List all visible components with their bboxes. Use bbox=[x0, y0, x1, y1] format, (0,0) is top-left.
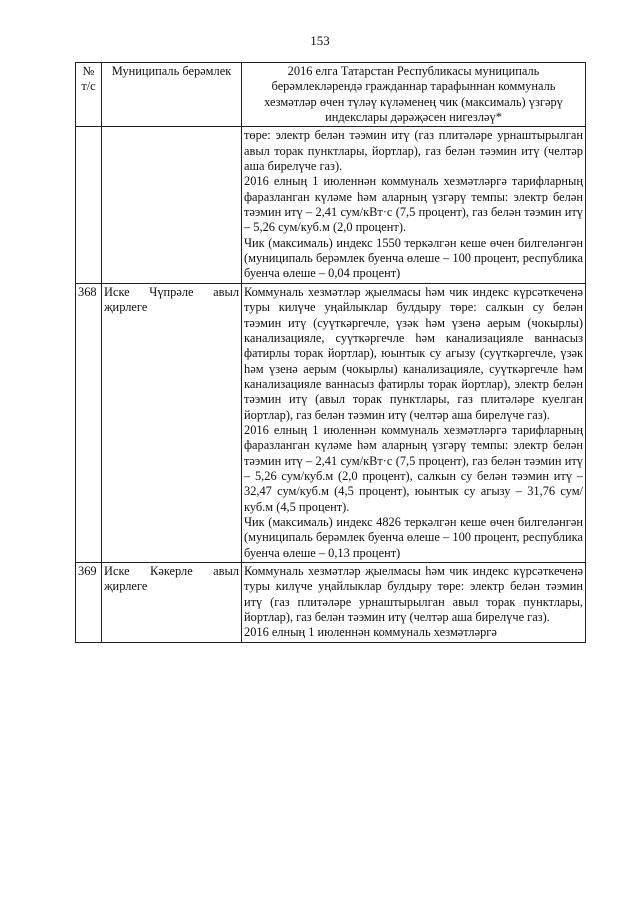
paragraph: төре: электр белән тәэмин итү (газ плитәләре урнаштырылган авыл торак пунктлары, йортлар), газ белән тәэмин итү (челтәр аша бирелүче газ). bbox=[244, 128, 583, 174]
paragraph: Коммуналь хезмәтләр җыелмасы һәм чик индекс күрсәткеченә туры килүче уңайлыклар булдыру төре: салкын су белән тәэмин итү (суүткәргечле, үзәк һәм үзенә аерым (чокырлы) канализацияле, суүткәргечле һәм канализацияле ваннасыз фатирлы торак йортлар), юынтык су агызу (суүткәргечле, үзәк һәм үзенә аерым (чокырлы) канализацияле, суүткәргечле һәм канализацияле ваннасыз фатирлы торак йортлар), электр белән тәэмин итү (авыл торак пунктлары, газ плитәләре куелган йортлар), газ белән тәэмин итү (челтәр аша бирелүче газ). bbox=[244, 284, 583, 422]
table-row bbox=[76, 563, 586, 643]
page-number: 153 bbox=[310, 33, 330, 48]
paragraph: Чик (максималь) индекс 1550 теркәлгән кеше өчен билгеләнгән (муниципаль берәмлек буенча өлеше – 100 процент, республика буенча өлеше – 0,04 процент) bbox=[244, 235, 583, 281]
header-text: 2016 елга Татарстан Республикасы муниципаль берәмлекләрендә гражданнар тарафыннан коммуналь хезмәтләр өчен түләү күләменең чик (максималь) үзгәрү индекслары дәрәҗәсен нигезләү* bbox=[242, 63, 586, 127]
row-text bbox=[242, 127, 586, 283]
row-text bbox=[242, 283, 586, 562]
row-number: 368 bbox=[76, 283, 102, 562]
paragraph: 2016 елның 1 июленнән коммуналь хезмәтләргә тарифларның фаразланган күләме һәм аларның үзгәрү темпы: электр белән тәэмин итү – 2,41 сум/кВт·с (7,5 процент), газ белән тәэмин итү – 5,26 сум/куб.м (2,0 процент), салкын су белән тәэмин итү – 32,47 сум/куб.м (4,5 процент), юынтык су агызу – 31,76 сум/куб.м (4,5 процент). bbox=[244, 422, 583, 514]
row-municipality bbox=[102, 127, 242, 283]
table-header-row bbox=[76, 63, 586, 127]
paragraph: 2016 елның 1 июленнән коммуналь хезмәтләргә тарифларның фаразланган күләме һәм аларның үзгәрү темпы: электр белән тәэмин итү – 2,41 сум/кВт·с (7,5 процент), газ белән тәэмин итү – 5,26 сум/куб.м (2,0 процент). bbox=[244, 174, 583, 235]
paragraph: Чик (максималь) индекс 4826 теркәлгән кеше өчен билгеләнгән (муниципаль берәмлек буенча өлеше – 100 процент, республика буенча өлеше – 0,13 процент) bbox=[244, 514, 583, 560]
table-row bbox=[76, 283, 586, 562]
paragraph: Коммуналь хезмәтләр җыелмасы һәм чик индекс күрсәткеченә туры килүче уңайлыклар булдыру төре: электр белән тәэмин итү (газ плитәләре урнаштырылган авыл торак пунктлары, йортлар), газ белән тәэмин итү (челтәр аша бирелүче газ). bbox=[244, 564, 583, 625]
row-text bbox=[242, 563, 586, 643]
header-num: № т/с bbox=[76, 63, 102, 127]
row-number: 369 bbox=[76, 563, 102, 643]
header-municipality: Муниципаль берәмлек bbox=[102, 63, 242, 127]
indices-table bbox=[75, 62, 586, 643]
row-municipality: Иске Чүпрәле авыл җирлеге bbox=[102, 283, 242, 562]
row-number bbox=[76, 127, 102, 283]
paragraph: 2016 елның 1 июленнән коммуналь хезмәтләргә bbox=[244, 625, 497, 640]
table-row bbox=[76, 127, 586, 283]
row-municipality: Иске Кәкерле авыл җирлеге bbox=[102, 563, 242, 643]
